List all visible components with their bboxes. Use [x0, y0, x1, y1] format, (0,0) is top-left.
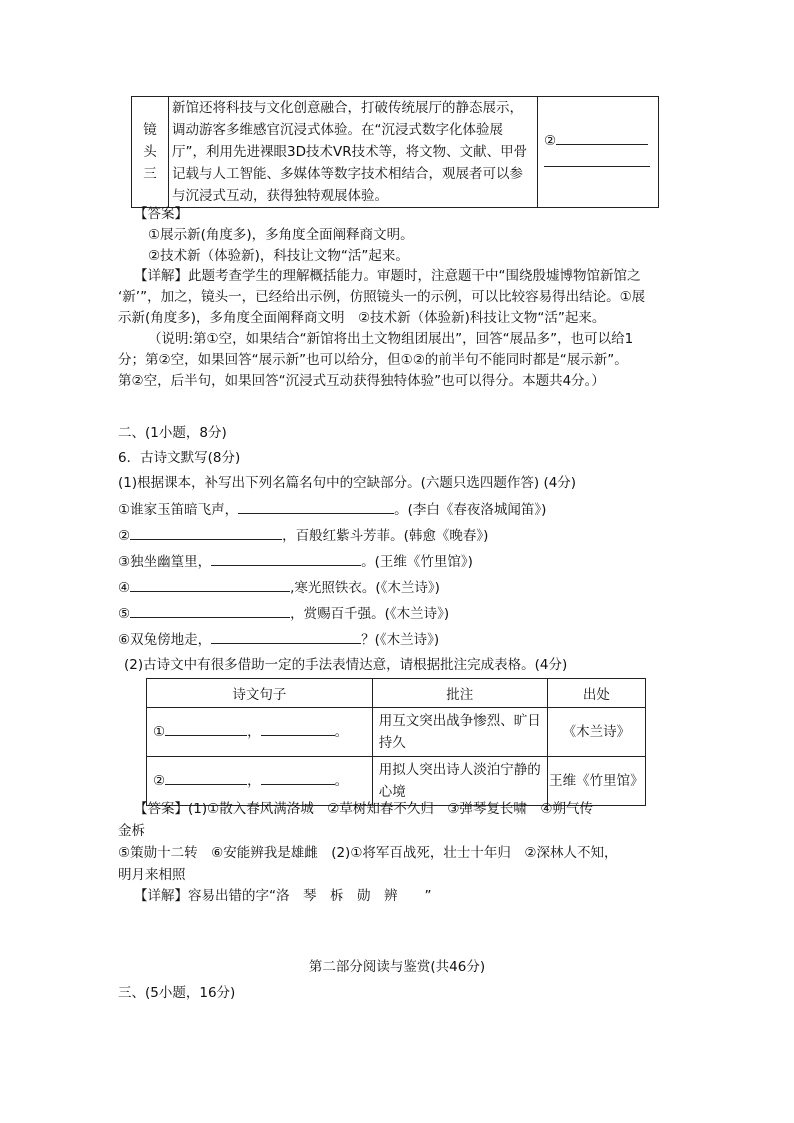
- technique-table: [146, 678, 646, 806]
- answer2-line-4: 明月来相照: [118, 867, 186, 883]
- source-cell: 王维《竹里馆》: [547, 757, 645, 806]
- note-line-1: （说明:第①空，如果结合“新馆将出土文物组团展出”，回答“展品多”，也可以给1: [148, 331, 634, 347]
- sentence-blank[interactable]: [261, 721, 335, 736]
- sentence-blank[interactable]: [165, 721, 247, 736]
- fill-item-4: ④ ,寒光照铁衣。(《木兰诗》): [118, 577, 678, 598]
- answer-heading: 【答案】: [134, 206, 188, 222]
- detail-line-2: ‘新’”，加之，镜头一，已经给出示例，仿照镜头一的示例，可以比较容易得出结论。①展: [118, 289, 646, 305]
- description-cell: [169, 97, 538, 208]
- note-cell: 用互文突出战争惨烈、旷日持久: [372, 708, 547, 757]
- answer-cell: [538, 97, 659, 208]
- fill-item-5: ⑤ ，赏赐百千强。(《木兰诗》): [118, 603, 678, 624]
- question-6-title: 6．古诗文默写(8分): [118, 450, 241, 466]
- note-line-2: 分；第②空，如果回答“展示新”也可以给分，但①②的前半句不能同时都是“展示新”。: [118, 352, 628, 368]
- fill-blank-1[interactable]: [238, 499, 394, 514]
- fill-blank-5[interactable]: [130, 603, 290, 618]
- answer2-line-3: ⑤策勋十二转 ⑥安能辨我是雄雌 (2)①将军百战死，壮士十年归 ②深林人不知，: [118, 845, 618, 861]
- fill-item-3: ③独坐幽篁里， 。(王维《竹里馆》): [118, 551, 678, 572]
- answer-mark: ②: [544, 133, 557, 149]
- sentence-blank[interactable]: [261, 770, 335, 785]
- header-note: 批注: [372, 679, 547, 708]
- answer2-detail: 【详解】容易出错的字“洛 琴 柝 勋 辨 ”: [134, 888, 432, 904]
- fill-blank-2[interactable]: [130, 525, 282, 540]
- fill-blank-6[interactable]: [211, 629, 361, 644]
- answer-blank-2[interactable]: [544, 166, 650, 167]
- shot-label-cell: [132, 97, 169, 208]
- question-6-part-1: (1)根据课本，补写出下列名篇名句中的空缺部分。(六题只选四题作答) (4分): [118, 475, 577, 491]
- answer-blank-1[interactable]: [556, 144, 648, 145]
- answer2-line-2: 金柝: [118, 823, 145, 839]
- note-cell: 用拟人突出诗人淡泊宁静的心境: [372, 757, 547, 806]
- fill-blank-3[interactable]: [211, 551, 361, 566]
- shot-description: 新馆还将科技与文化创意融合，打破传统展厅的静态展示，调动游客多维感官沉浸式体验。在“沉浸式数字化体验展厅”，利用先进裸眼3D技术VR技术等，将文物、文献、甲骨记载与人工智能、多媒体等数字技术相结合，观展者可以参与沉浸式互动，获得独特观展体验。: [172, 100, 528, 204]
- fill-blank-4[interactable]: [130, 577, 290, 592]
- fill-item-2: ② ，百般红紫斗芳菲。(韩愈《晚春》): [118, 525, 678, 546]
- answer-item-1: ①展示新(角度多)，多角度全面阐释商文明。: [148, 227, 414, 243]
- detail-line-1: 【详解】此题考查学生的理解概括能力。审题时，注意题干中“围绕殷墟博物馆新馆之: [134, 268, 641, 284]
- section-two-heading: 二、(1小题，8分): [118, 425, 227, 441]
- lens-three-table: [131, 96, 659, 208]
- source-cell: 《木兰诗》: [547, 708, 645, 757]
- sentence-cell: ② ， 。: [147, 757, 373, 806]
- header-source: 出处: [547, 679, 645, 708]
- question-6-part-2: (2)古诗文中有很多借助一定的手法表情达意，请根据批注完成表格。(4分): [124, 657, 568, 673]
- fill-item-1: ①谁家玉笛暗飞声， 。(李白《春夜洛城闻笛》): [118, 499, 678, 520]
- header-sentence: 诗文句子: [147, 679, 373, 708]
- table-row: [147, 708, 646, 757]
- sentence-cell: ① ， 。: [147, 708, 373, 757]
- answer2-line-1: 【答案】(1)①散入春风满洛城 ②草树知春不久归 ③弹琴复长啸 ④朔气传: [134, 801, 594, 817]
- fill-item-6: ⑥双兔傍地走， ？(《木兰诗》): [118, 629, 678, 650]
- note-line-3: 第②空，后半句，如果回答“沉浸式互动获得独特体验”也可以得分。本题共4分。）: [118, 373, 605, 389]
- part-two-title: 第二部分阅读与鉴赏(共46分): [308, 959, 486, 975]
- sentence-blank[interactable]: [165, 770, 247, 785]
- answer-item-2: ②技术新（体验新)，科技让文物“活”起来。: [148, 248, 409, 264]
- section-three-heading: 三、(5小题，16分): [118, 985, 236, 1001]
- shot-label: 镜头三: [143, 122, 157, 182]
- detail-line-3: 示新(角度多)，多角度全面阐释商文明 ②技术新（体验新)科技让文物“活”起来。: [118, 310, 606, 326]
